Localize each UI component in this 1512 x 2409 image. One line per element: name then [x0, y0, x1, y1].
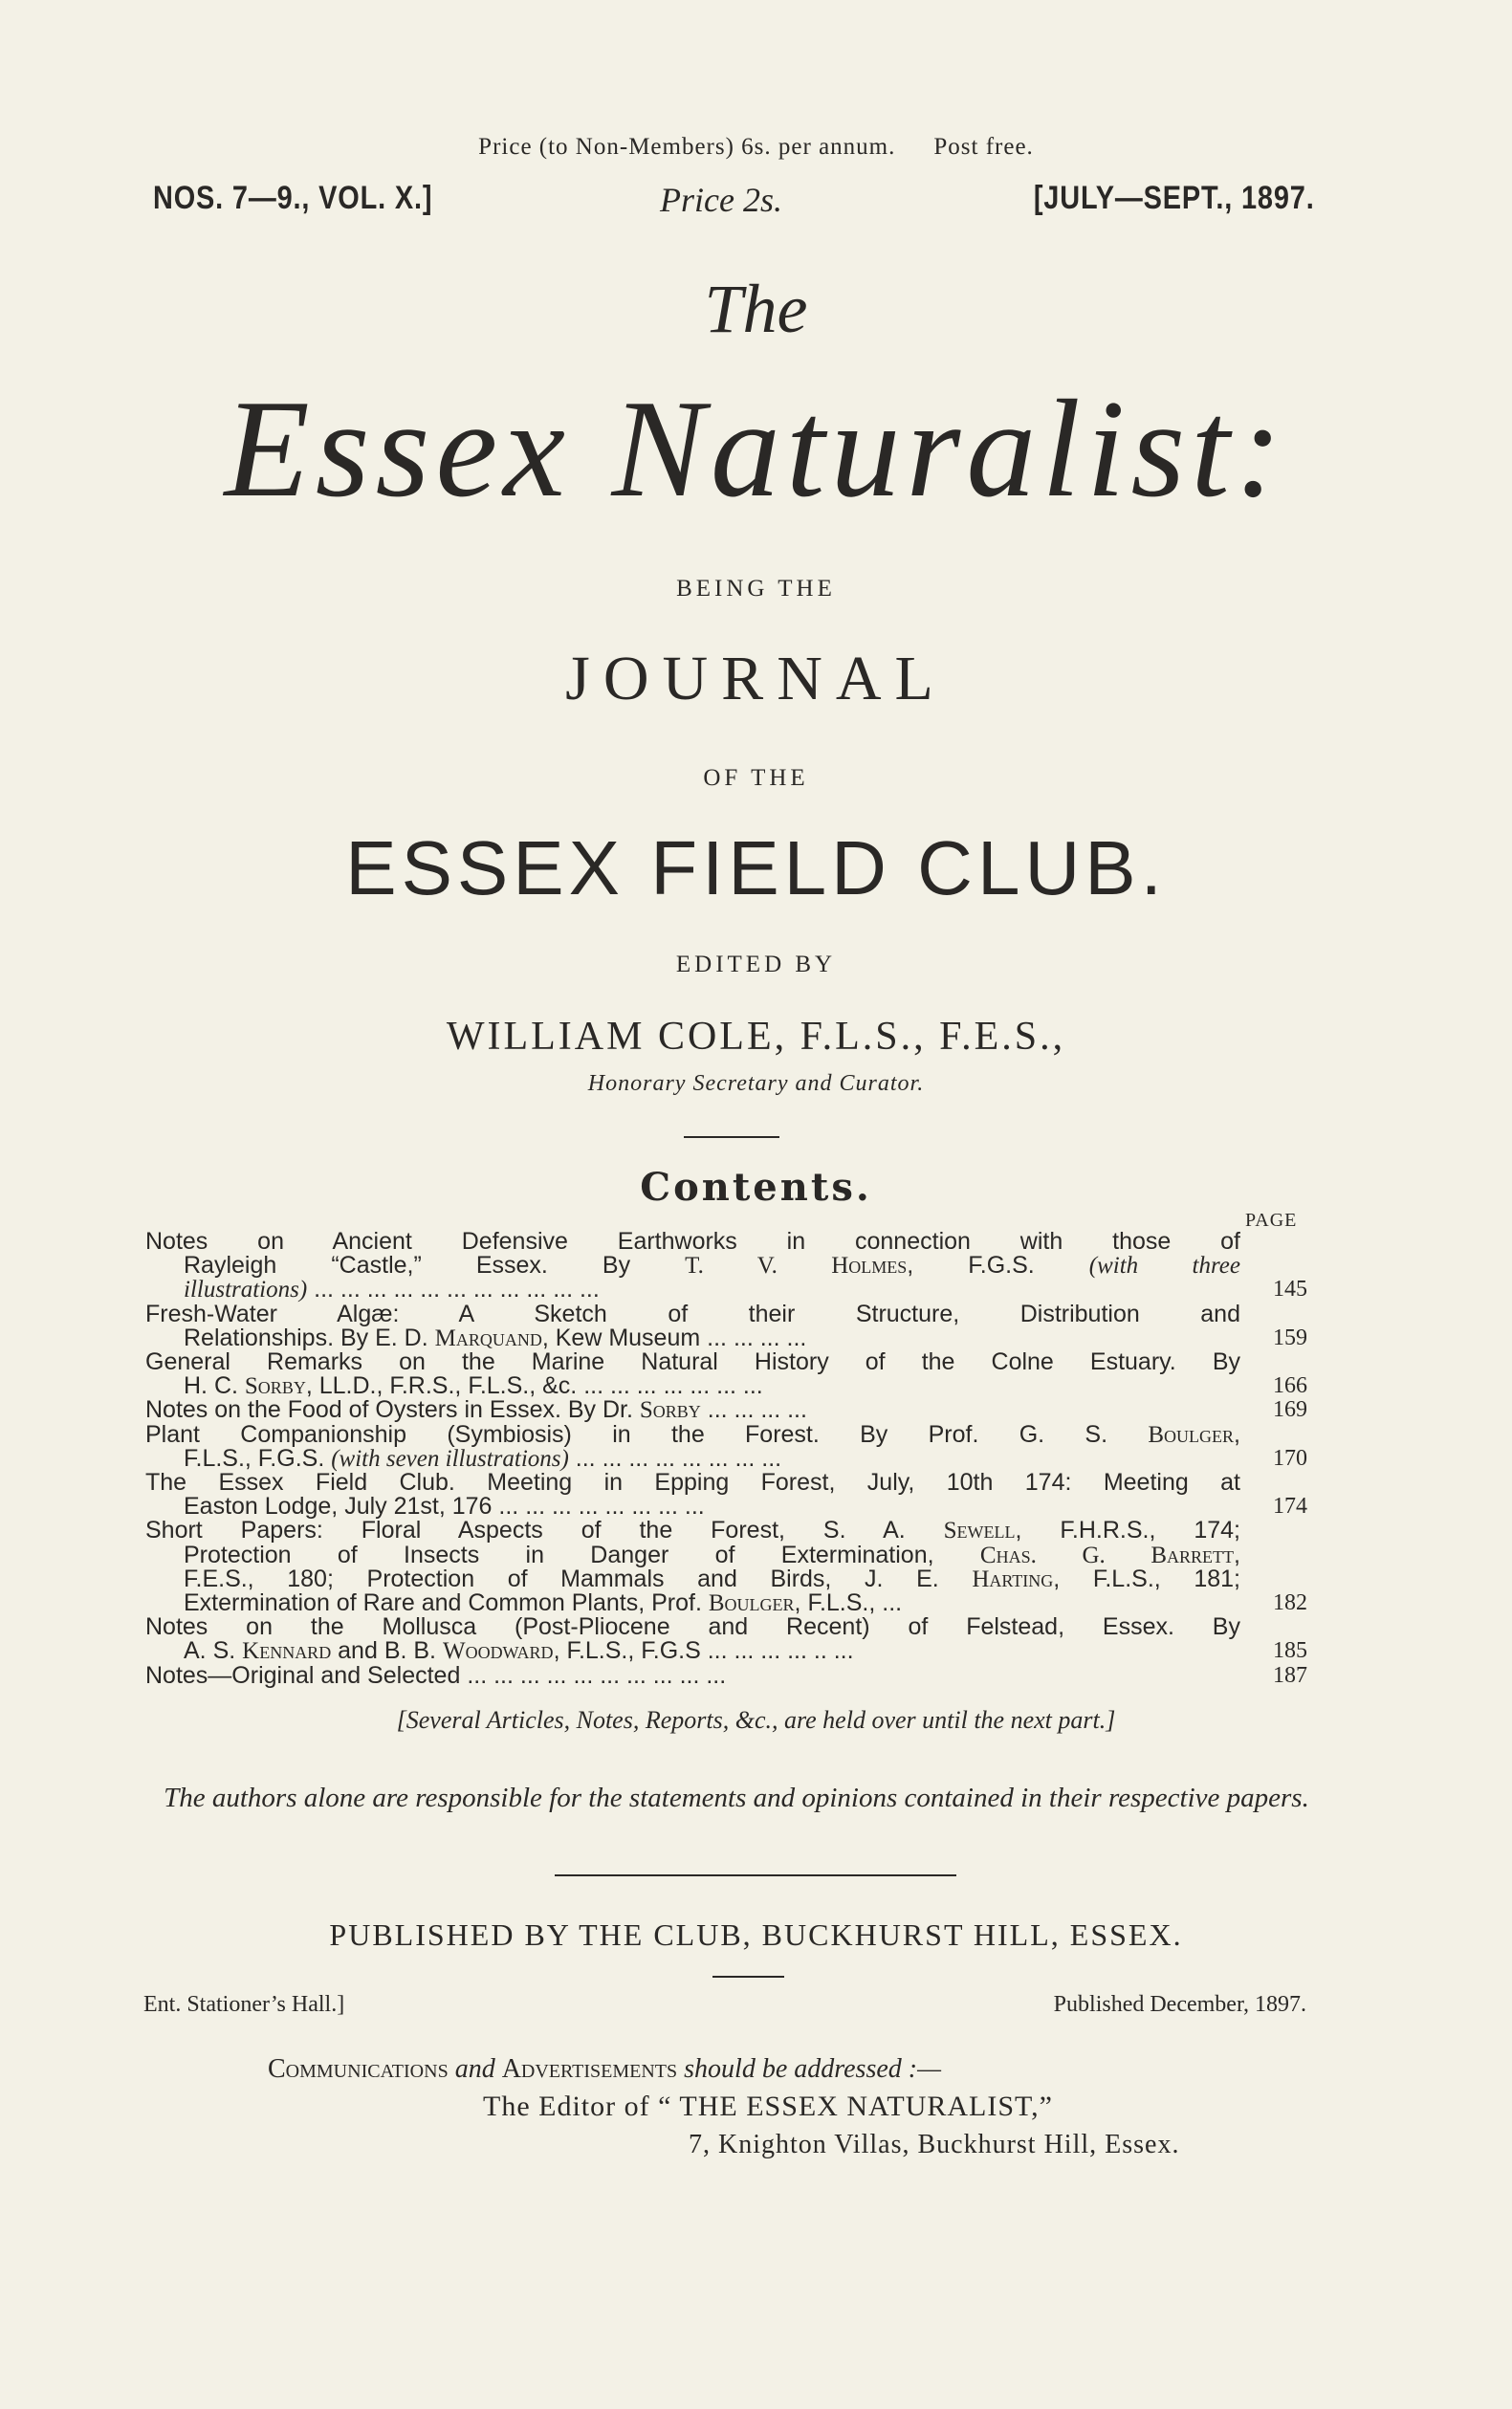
- issue-price: Price 2s.: [660, 181, 782, 219]
- address-line-2: 7, Knighton Villas, Buckhurst Hill, Essex.: [689, 2130, 1180, 2159]
- publication-date: Published December, 1897.: [1053, 1992, 1306, 2017]
- of-the: OF THE: [703, 765, 809, 791]
- entered-note: Ent. Stationer’s Hall.]: [143, 1992, 345, 2017]
- issue-number: NOS. 7—9., VOL. X.]: [153, 180, 433, 216]
- toc-entry: Notes—Original and Selected ... ... ... ... ... ... ... ... ... ... 187: [145, 1661, 1307, 1689]
- toc-page-number: 159: [1273, 1325, 1307, 1350]
- divider-rule: [712, 1976, 784, 1978]
- address-line-1: The Editor of “ THE ESSEX NATURALIST,”: [483, 2091, 1053, 2122]
- journal-heading: JOURNAL: [565, 644, 947, 713]
- toc-page-number: 187: [1273, 1662, 1307, 1688]
- issue-header: [153, 180, 1315, 228]
- toc-entry: Notes on the Food of Oysters in Essex. By Dr. Sorby ... ... ... ... 169: [145, 1396, 1307, 1424]
- masthead-the: The: [704, 271, 808, 347]
- toc-entry: Plant Companionship (Symbiosis) in the Forest. By Prof. G. S. Boulger, F.L.S., F.G.S. (with seven illustrations) ... ... ... ... ... ... ... ... 170: [145, 1420, 1307, 1472]
- club-name: ESSEX FIELD CLUB.: [345, 825, 1167, 910]
- toc-entry: Short Papers: Floral Aspects of the Forest, S. A. Sewell, F.H.R.S., 174; Protection of Insects in Danger of Extermination, Chas. G. Barrett, F.E.S., 180; Protection of Mammals and Birds, J. E. Harting, F.L.S., 181; Extermination of Rare and Common Plants, Prof. Boulger, F.L.S., ... 182: [145, 1517, 1307, 1617]
- contents-title: Contents.: [640, 1165, 872, 1210]
- divider-rule: [684, 1136, 779, 1138]
- toc-entry: Notes on Ancient Defensive Earthworks in connection with those of Rayleigh “Castle,” Essex. By T. V. Holmes, F.G.S. (with three illustrations) ... ... ... ... ... ... ... ... ... ... ... 145: [145, 1228, 1307, 1303]
- edited-by: EDITED BY: [675, 952, 837, 977]
- table-of-contents: [145, 1230, 1307, 1688]
- price-line: [0, 134, 1512, 161]
- masthead-title: Essex Naturalist:: [224, 371, 1288, 526]
- toc-page-number: 169: [1273, 1397, 1307, 1423]
- toc-entry: The Essex Field Club. Meeting in Epping Forest, July, 10th 174: Meeting at Easton Lodge, July 21st, 176 ... ... ... ... ... ... ... ... 174: [145, 1469, 1307, 1521]
- toc-page-number: 174: [1273, 1494, 1307, 1520]
- toc-page-number: 166: [1273, 1373, 1307, 1399]
- editor-role: Honorary Secretary and Curator.: [587, 1071, 925, 1096]
- publisher-line: PUBLISHED BY THE CLUB, BUCKHURST HILL, ESSEX.: [329, 1917, 1183, 1952]
- communications-line: Communications and Advertisements should be addressed :—: [268, 2054, 941, 2084]
- held-over-note: [Several Articles, Notes, Reports, &c., are held over until the next part.]: [396, 1706, 1116, 1734]
- toc-page-number: 145: [1273, 1277, 1307, 1303]
- toc-page-number: 185: [1273, 1638, 1307, 1664]
- disclaimer: The authors alone are responsible for the statements and opinions contained in their respective papers.: [164, 1783, 1309, 1813]
- page-column-label: PAGE: [1245, 1210, 1298, 1231]
- toc-page-number: 182: [1273, 1590, 1307, 1616]
- toc-page-number: 170: [1273, 1445, 1307, 1471]
- toc-entry: Notes on the Mollusca (Post-Pliocene and Recent) of Felstead, Essex. By A. S. Kennard and B. B. Woodward, F.L.S., F.G.S ... ... ... ... .. ... 185: [145, 1613, 1307, 1665]
- toc-entry: Fresh-Water Algæ: A Sketch of their Structure, Distribution and Relationships. By E. D. Marquand, Kew Museum ... ... ... ... 159: [145, 1300, 1307, 1351]
- being-the: BEING THE: [676, 576, 836, 602]
- editor-name: WILLIAM COLE, F.L.S., F.E.S.,: [446, 1015, 1066, 1059]
- price-non-members: Price (to Non-Members) 6s. per annum.: [478, 134, 896, 160]
- toc-entry: General Remarks on the Marine Natural History of the Colne Estuary. By H. C. Sorby, LL.D., F.R.S., F.L.S., &c. ... ... ... ... ... ... ... 166: [145, 1348, 1307, 1400]
- divider-rule: [555, 1874, 956, 1876]
- post-free: Post free.: [933, 134, 1034, 160]
- issue-date: [JULY—SEPT., 1897.: [1034, 180, 1315, 216]
